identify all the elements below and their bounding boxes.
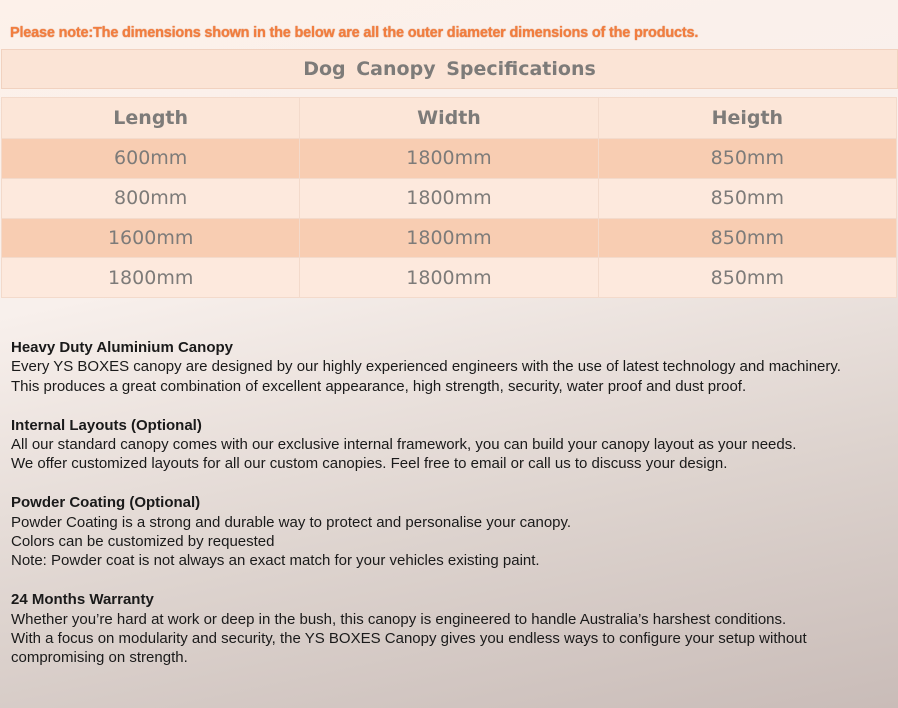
- spec-table-header-row: [2, 98, 897, 139]
- cell-length: 800mm: [2, 178, 300, 218]
- section-line: We offer customized layouts for all our custom canopies. Feel free to email or call us to discuss your design.: [11, 455, 728, 473]
- section-line: Note: Powder coat is not always an exact match for your vehicles existing paint.: [11, 552, 540, 570]
- section-heavy-duty: [11, 338, 891, 396]
- section-title: Heavy Duty Aluminium Canopy: [11, 339, 233, 356]
- header-height: Heigth: [598, 98, 896, 139]
- section-internal-layouts: [11, 416, 891, 474]
- cell-width: 1800mm: [300, 258, 598, 298]
- section-line: This produces a great combination of excellent appearance, high strength, security, water proof and dust proof.: [11, 377, 747, 395]
- header-width: Width: [300, 98, 598, 139]
- table-row: [2, 178, 897, 218]
- section-line: All our standard canopy comes with our exclusive internal framework, you can build your canopy layout as your needs.: [11, 436, 797, 454]
- section-line: With a focus on modularity and security, the YS BOXES Canopy gives you endless ways to configure your setup without compromising on strength.: [11, 630, 807, 667]
- cell-length: 1600mm: [2, 218, 300, 258]
- cell-length: 1800mm: [2, 258, 300, 298]
- table-row: [2, 218, 897, 258]
- cell-width: 1800mm: [300, 178, 598, 218]
- section-title: 24 Months Warranty: [11, 591, 154, 609]
- cell-height: 850mm: [598, 178, 896, 218]
- spec-table: [1, 97, 897, 298]
- section-line: Every YS BOXES canopy are designed by our highly experienced engineers with the use of latest technology and machinery.: [11, 358, 841, 376]
- section-warranty: [11, 590, 891, 668]
- section-title: Internal Layouts (Optional): [11, 416, 202, 434]
- cell-width: 1800mm: [300, 139, 598, 179]
- product-description: [11, 338, 891, 687]
- cell-length: 600mm: [2, 139, 300, 179]
- section-line: Whether you’re hard at work or deep in the bush, this canopy is engineered to handle Australia’s harshest conditions.: [11, 610, 787, 628]
- cell-height: 850mm: [598, 139, 896, 179]
- section-line: Powder Coating is a strong and durable way to protect and personalise your canopy.: [11, 513, 572, 531]
- cell-height: 850mm: [598, 258, 896, 298]
- cell-height: 850mm: [598, 218, 896, 258]
- table-row: [2, 139, 897, 179]
- section-line: Colors can be customized by requested: [11, 533, 275, 551]
- spec-table-title: Dog Canopy Specifications: [1, 49, 898, 89]
- section-title: Powder Coating (Optional): [11, 494, 201, 512]
- section-powder-coating: [11, 493, 891, 571]
- table-row: [2, 258, 897, 298]
- header-length: Length: [2, 98, 300, 139]
- cell-width: 1800mm: [300, 218, 598, 258]
- dimensions-note: Please note:The dimensions shown in the below are all the outer diameter dimensions of the products.: [10, 25, 699, 41]
